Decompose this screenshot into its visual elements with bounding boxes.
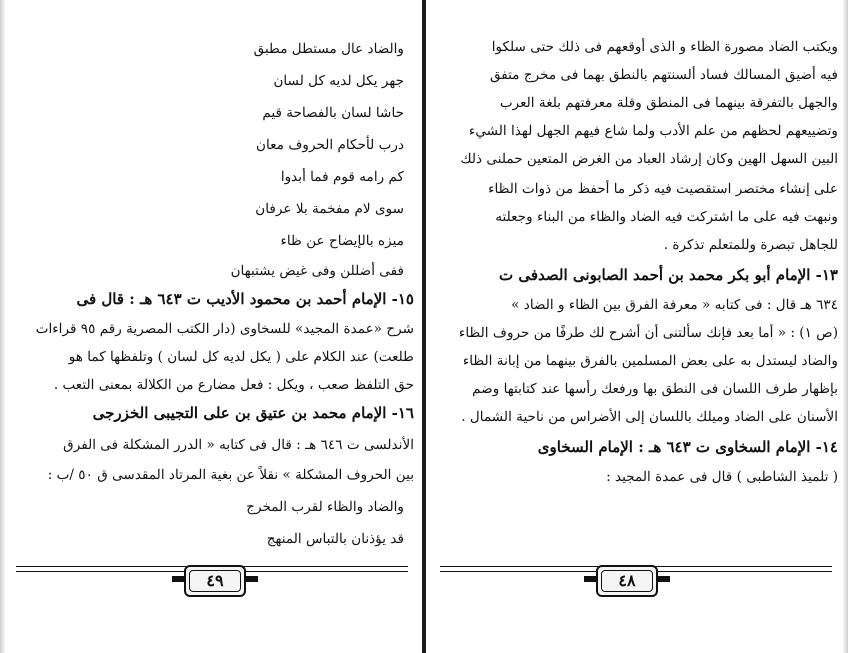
verse-line: ميزه بالإيضاح عن ظاء [280, 233, 404, 249]
text-line: والجهل بالتفرقة بينهما فى المنطق وقلة معرفتهم بلغة العرب [499, 95, 838, 111]
text-line: حق التلفظ صعب ، ويكل : فعل مضارع من الكلالة بمعنى التعب . [53, 377, 414, 393]
badge-ornament [656, 576, 670, 582]
right-page [424, 0, 848, 653]
text-line: والضاد ليستدل به على بعض المسلمين بالفرق بينهما من إبانة الظاء [462, 353, 838, 369]
badge-frame [601, 570, 653, 592]
text-line: الأسنان على الضاد وميلك باللسان إلى الأضراس من ناحية الشمال . [461, 409, 838, 425]
text-line: للجاهل تبصرة وللمتعلم تذكرة . [663, 237, 838, 253]
verse-line: قد يؤذنان بالتباس المنهج [266, 531, 404, 547]
text-line: ويكتب الضاد مصورة الظاء و الذى أوقعهم فى ذلك حتى سلكوا [491, 39, 838, 55]
page-number: ٤٨ [618, 571, 636, 590]
text-line: بإظهار طرف اللسان فى النطق بها ورفعك رأسها عند كتابتها وضم [472, 381, 838, 397]
text-line: ٦٣٤ هـ قال : فى كتابه « معرفة الفرق بين الظاء و الضاد » [511, 297, 838, 313]
page-number-badge [596, 565, 658, 597]
text-line: بين الحروف المشكلة » نقلاً عن بغية المرتاد المقدسى ق ٥٠ /ب : [47, 467, 414, 483]
verse-line: درب لأحكام الحروف معان [256, 137, 404, 153]
text-line: طلعت) عند الكلام على ( يكل لديه كل لسان ) وتلفظها كما هو [68, 349, 414, 365]
verse-line: والضاد والظاء لقرب المخرج [246, 499, 404, 515]
verse-line: كم رامه قوم فما أبدوا [280, 169, 404, 185]
badge-frame [189, 570, 241, 592]
page-number: ٤٩ [206, 571, 224, 590]
text-line: شرح «عمدة المجيد» للسخاوى (دار الكتب المصرية رقم ٩٥ قراءات [35, 321, 414, 337]
text-line: الأندلسى ت ٦٤٦ هـ : قال فى كتابه « الدرر المشكلة فى الفرق [63, 437, 414, 453]
text-line: البين السهل الهين وكان إرشاد العباد من الغرض المتعين حملنى ذلك [460, 151, 838, 167]
verse-line: حاشا لسان بالفصاحة قيم [262, 105, 404, 121]
page-number-badge [184, 565, 246, 597]
text-line: ( تلميذ الشاطبى ) قال فى عمدة المجيد : [606, 469, 838, 485]
verse-line: والضاد عال مستطل مطبق [253, 41, 404, 57]
section-heading: ١٤- الإمام السخاوى ت ٦٤٣ هـ : الإمام السخاوى [537, 438, 838, 456]
text-line: ونبهت فيه على ما اشتركت فيه الضاد والظاء من البناء وجعلته [495, 209, 838, 225]
section-heading: ١٦- الإمام محمد بن عتيق بن على التجيبى الخزرجى [92, 404, 414, 422]
section-heading: ١٣- الإمام أبو بكر محمد بن أحمد الصابونى الصدفى ت [499, 266, 838, 284]
verse-line: جهر يكل لديه كل لسان [273, 73, 404, 89]
text-line: (ص ١) : « أما بعد فإنك سألتنى أن أشرح لك طرفًا من حروف الظاء [458, 325, 838, 341]
verse-line: ففى أضللن وفى غيض يشتبهان [230, 263, 404, 279]
text-line: على إنشاء مختصر استقصيت فيه ذكر ما أحفظ من ذوات الظاء [488, 181, 838, 197]
verse-line: سوى لام مفخمة بلا عرفان [255, 201, 404, 217]
text-line: وتضييعهم لحظهم من علم الأدب ولما شاع فيهم الجهل لهذا الشيء [468, 123, 838, 139]
section-heading: ١٥- الإمام أحمد بن محمود الأديب ت ٦٤٣ هـ : قال فى [76, 290, 414, 308]
badge-ornament [244, 576, 258, 582]
text-line: فيه أضيق المسالك فساد ألسنتهم بالنطق بهما فى مخرج متفق [489, 67, 838, 83]
